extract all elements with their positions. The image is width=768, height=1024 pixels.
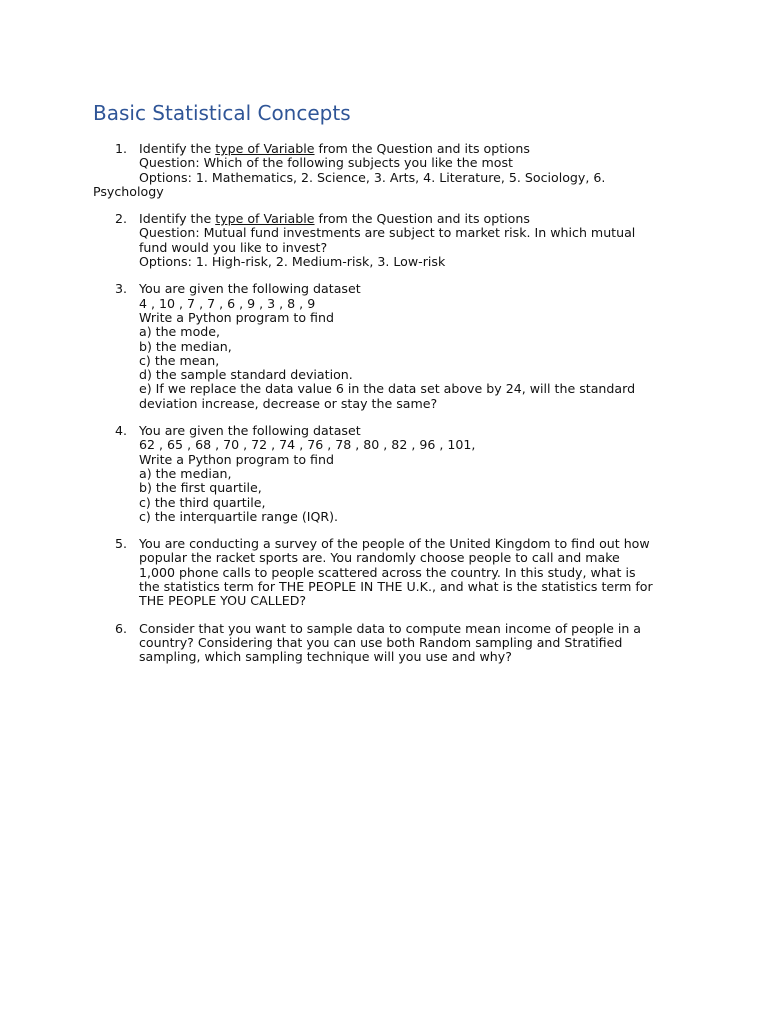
- question-line: You are given the following dataset: [139, 423, 361, 439]
- question-line: You are conducting a survey of the people of the United Kingdom to find out how: [139, 536, 650, 552]
- question-text: [139, 142, 693, 156]
- question-1: [93, 142, 693, 199]
- page-title: Basic Statistical Concepts: [93, 101, 351, 125]
- dataset-line: 62 , 65 , 68 , 70 , 72 , 74 , 76 , 78 , 80 , 82 , 96 , 101,: [139, 437, 476, 453]
- question-number: 2.: [115, 211, 128, 227]
- underlined-term: type of Variable: [215, 211, 315, 227]
- question-5: [93, 537, 693, 608]
- options-line: Options: 1. Mathematics, 2. Science, 3. Arts, 4. Literature, 5. Sociology, 6.: [139, 169, 606, 185]
- question-number: 4.: [115, 423, 128, 439]
- sub-question: e) If we replace the data value 6 in the data set above by 24, will the standard: [139, 381, 636, 397]
- underlined-term: type of Variable: [215, 141, 315, 156]
- question-line: country? Considering that you can use both Random sampling and Stratified: [139, 634, 623, 650]
- text-fragment: Identify the: [139, 141, 216, 156]
- question-list: [93, 142, 693, 678]
- question-line: THE PEOPLE YOU CALLED?: [139, 593, 307, 609]
- question-line: sampling, which sampling technique will you use and why?: [139, 649, 512, 665]
- sub-question: c) the interquartile range (IQR).: [139, 508, 339, 524]
- question-line: 1,000 phone calls to people scattered across the country. In this study, what is: [139, 564, 636, 580]
- dataset-line: 4 , 10 , 7 , 7 , 6 , 9 , 3 , 8 , 9: [139, 295, 316, 311]
- question-line: You are given the following dataset: [139, 281, 361, 297]
- sub-question: b) the first quartile,: [139, 480, 262, 496]
- sub-question: b) the median,: [139, 338, 232, 354]
- question-6: [93, 622, 693, 665]
- question-line: fund would you like to invest?: [139, 239, 328, 255]
- question-line: popular the racket sports are. You randomly choose people to call and make: [139, 550, 620, 566]
- options-line: Options: 1. High-risk, 2. Medium-risk, 3. Low-risk: [139, 254, 446, 270]
- question-line: Question: Mutual fund investments are subject to market risk. In which mutual: [139, 225, 636, 241]
- options-line-wrap: Psychology: [93, 183, 164, 199]
- sub-question: a) the mode,: [139, 324, 221, 340]
- question-number: 1.: [115, 141, 128, 156]
- question-number: 6.: [115, 620, 128, 636]
- sub-question: deviation increase, decrease or stay the same?: [139, 395, 438, 411]
- question-line: the statistics term for THE PEOPLE IN THE U.K., and what is the statistics term for: [139, 579, 653, 595]
- text-fragment: from the Question and its options: [314, 141, 530, 156]
- question-number: 3.: [115, 281, 128, 297]
- question-3: [93, 282, 693, 411]
- text-fragment: from the Question and its options: [314, 211, 530, 227]
- sub-question: c) the third quartile,: [139, 494, 266, 510]
- question-4: [93, 424, 693, 524]
- text-fragment: Identify the: [139, 211, 216, 227]
- question-line: Write a Python program to find: [139, 451, 334, 467]
- question-line: Question: Which of the following subjects you like the most: [139, 155, 513, 171]
- question-line: Write a Python program to find: [139, 309, 334, 325]
- sub-question: a) the median,: [139, 465, 232, 481]
- sub-question: d) the sample standard deviation.: [139, 367, 353, 383]
- question-text: [139, 212, 693, 226]
- sub-question: c) the mean,: [139, 352, 220, 368]
- question-line: Consider that you want to sample data to compute mean income of people in a: [139, 620, 642, 636]
- question-number: 5.: [115, 536, 128, 552]
- question-2: [93, 212, 693, 269]
